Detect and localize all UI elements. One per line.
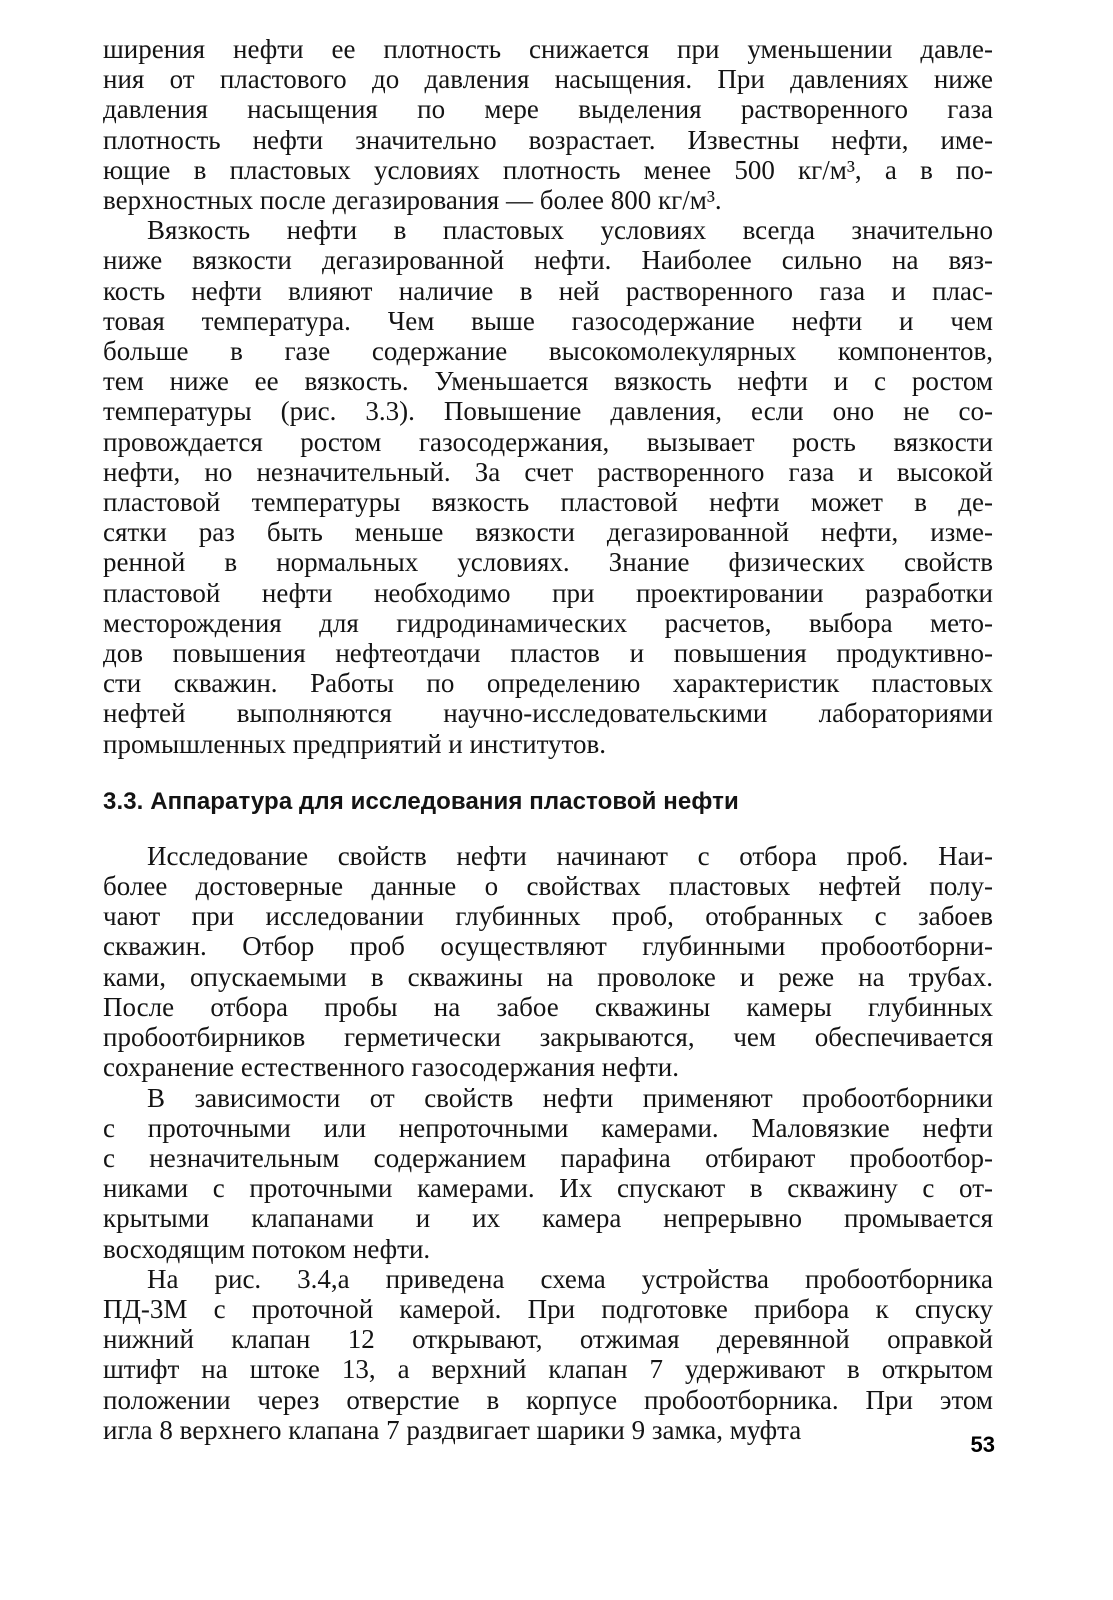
text-line: сохранение естественного газосодержания нефти.: [103, 1052, 679, 1083]
text-line: пластовой нефти необходимо при проектировании разработки: [103, 577, 993, 608]
paragraph: [103, 215, 993, 759]
text-line: ниже вязкости дегазированной нефти. Наиболее сильно на вяз-: [103, 245, 993, 276]
text-line: пластовой температуры вязкость пластовой нефти может в де-: [103, 487, 993, 518]
paragraph: [103, 1083, 993, 1264]
text-line: месторождения для гидродинамических расчетов, выбора мето-: [103, 607, 993, 638]
text-line: Вязкость нефти в пластовых условиях всегда значительно: [147, 215, 993, 246]
text-line: На рис. 3.4,а приведена схема устройства пробоотборника: [147, 1263, 993, 1294]
paragraph: [103, 1264, 993, 1445]
document-page: [103, 34, 993, 1445]
text-line: нижний клапан 12 открывают, отжимая деревянной оправкой: [103, 1324, 993, 1355]
body-text-top: [103, 34, 993, 759]
text-line: кость нефти влияют наличие в ней растворенного газа и плас-: [103, 275, 993, 306]
text-line: ренной в нормальных условиях. Знание физических свойств: [103, 547, 993, 578]
text-line: ющие в пластовых условиях плотность менее 500 кг/м³, а в по-: [103, 154, 993, 185]
text-line: чают при исследовании глубинных проб, отобранных с забоев: [103, 901, 993, 932]
paragraph: [103, 34, 993, 215]
text-line: никами с проточными камерами. Их спускают в скважину с от-: [103, 1173, 993, 1204]
text-line: Исследование свойств нефти начинают с отбора проб. Наи-: [147, 840, 993, 871]
text-line: крытыми клапанами и их камера непрерывно промывается: [103, 1203, 993, 1234]
text-line: восходящим потоком нефти.: [103, 1233, 431, 1264]
text-line: ками, опускаемыми в скважины на проволоке и реже на трубах.: [103, 961, 993, 992]
text-line: сятки раз быть меньше вязкости дегазированной нефти, изме-: [103, 517, 993, 548]
text-line: тем ниже ее вязкость. Уменьшается вязкость нефти и с ростом: [103, 366, 993, 397]
body-text-bottom: [103, 841, 993, 1445]
text-line: ширения нефти ее плотность снижается при уменьшении давле-: [103, 34, 993, 64]
text-line: скважин. Отбор проб осуществляют глубинными пробоотборни-: [103, 931, 993, 962]
text-line: В зависимости от свойств нефти применяют пробоотборники: [147, 1082, 993, 1113]
text-line: с проточными или непроточными камерами. Маловязкие нефти: [103, 1112, 993, 1143]
text-line: ния от пластового до давления насыщения. При давлениях ниже: [103, 64, 993, 95]
text-line: провождается ростом газосодержания, вызывает рость вязкости: [103, 426, 993, 457]
text-line: сти скважин. Работы по определению характеристик пластовых: [103, 668, 993, 699]
text-line: товая температура. Чем выше газосодержание нефти и чем: [103, 305, 993, 336]
text-line: более достоверные данные о свойствах пластовых нефтей полу-: [103, 871, 993, 902]
section-heading: 3.3. Аппаратура для исследования пластовой нефти: [103, 787, 739, 815]
text-line: пробоотбирников герметически закрываются, чем обеспечивается: [103, 1022, 993, 1053]
text-line: игла 8 верхнего клапана 7 раздвигает шарики 9 замка, муфта: [103, 1414, 802, 1445]
text-line: с незначительным содержанием парафина отбирают пробоотбор-: [103, 1142, 993, 1173]
text-line: температуры (рис. 3.3). Повышение давления, если оно не со-: [103, 396, 993, 427]
text-line: верхностных после дегазирования — более 800 кг/м³.: [103, 185, 722, 216]
text-line: ПД-3М с проточной камерой. При подготовке прибора к спуску: [103, 1293, 993, 1324]
text-line: промышленных предприятий и институтов.: [103, 728, 606, 759]
text-line: нефтей выполняются научно-исследовательскими лабораториями: [103, 698, 993, 729]
text-line: больше в газе содержание высокомолекулярных компонентов,: [103, 336, 993, 367]
text-line: дов повышения нефтеотдачи пластов и повышения продуктивно-: [103, 638, 993, 669]
text-line: штифт на штоке 13, а верхний клапан 7 удерживают в открытом: [103, 1354, 993, 1385]
text-line: нефти, но незначительный. За счет растворенного газа и высокой: [103, 456, 993, 487]
text-line: После отбора пробы на забое скважины камеры глубинных: [103, 991, 993, 1022]
text-line: давления насыщения по мере выделения растворенного газа: [103, 94, 993, 125]
paragraph: [103, 841, 993, 1083]
text-line: положении через отверстие в корпусе пробоотборника. При этом: [103, 1384, 993, 1415]
text-line: плотность нефти значительно возрастает. Известны нефти, име-: [103, 124, 993, 155]
page-number: 53: [970, 1432, 995, 1457]
